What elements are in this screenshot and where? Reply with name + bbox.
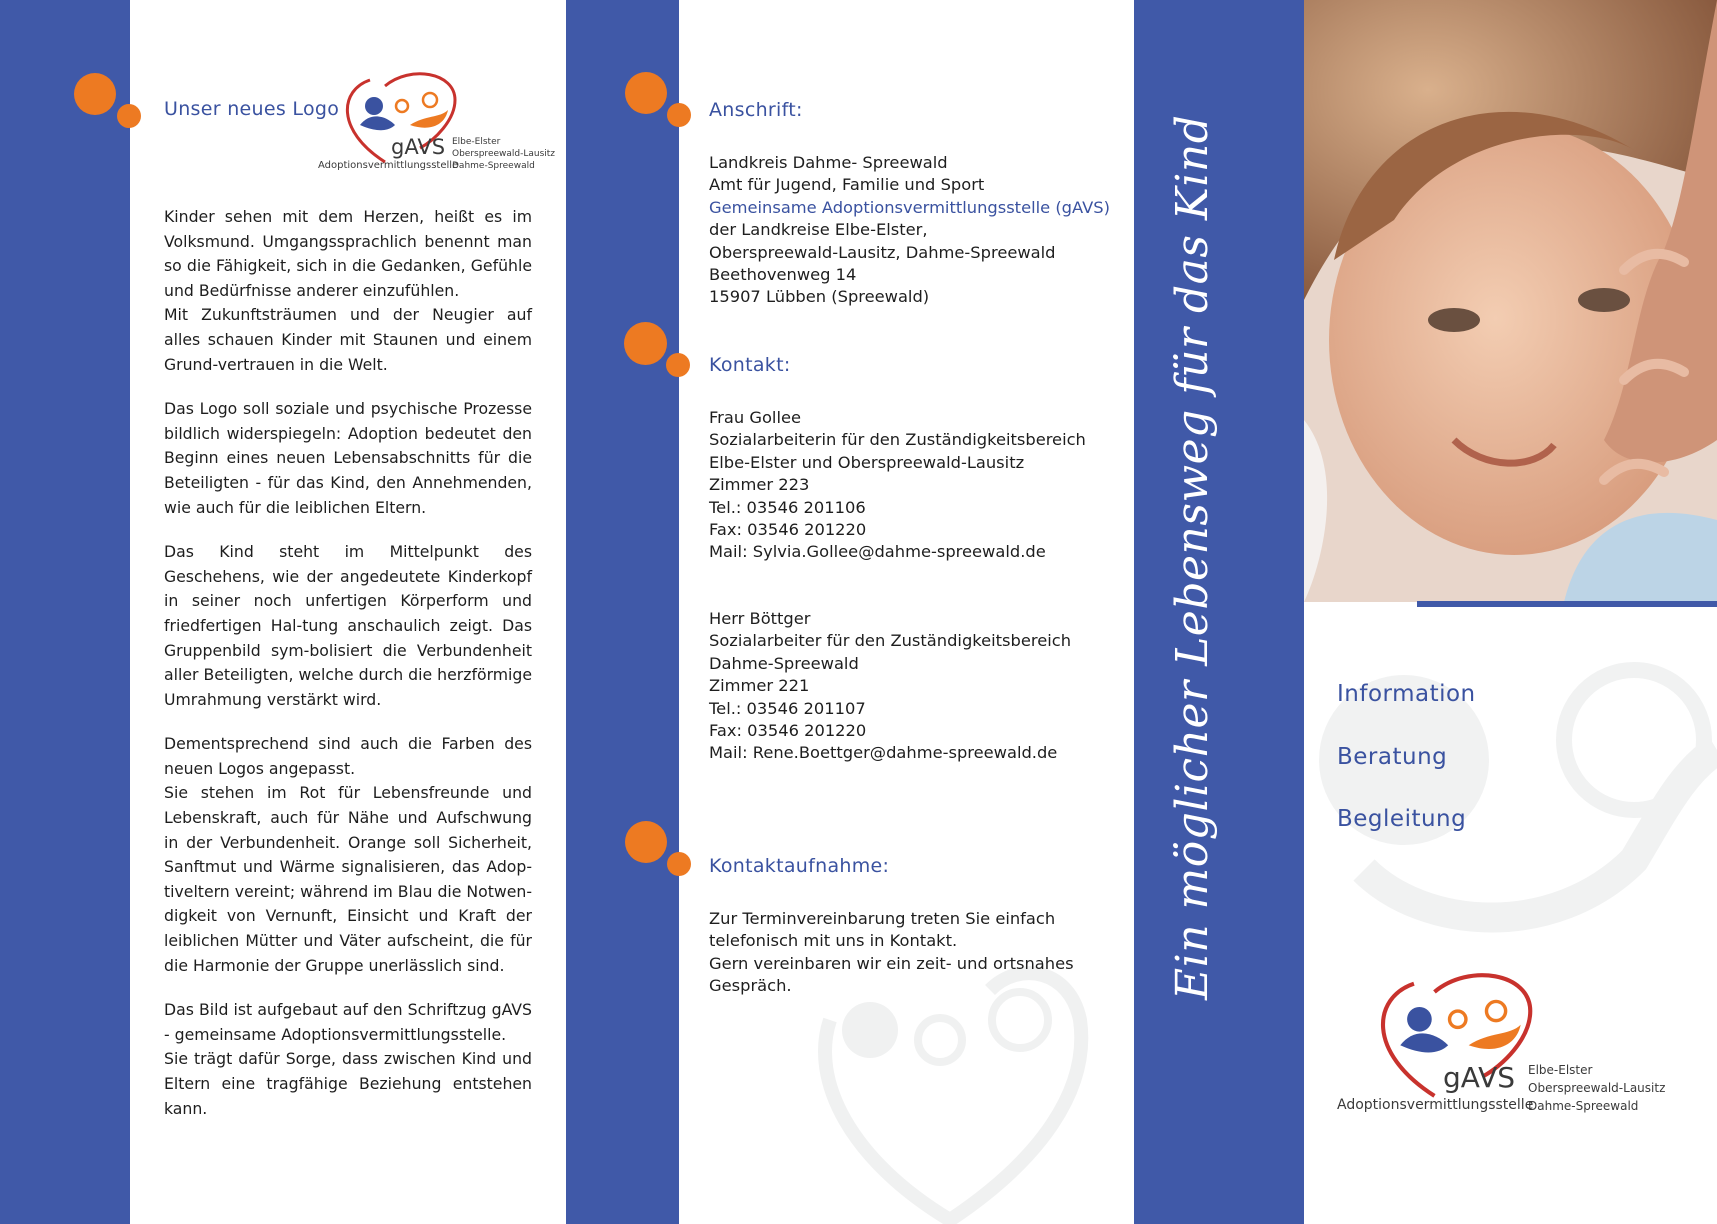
appointment-line: telefonisch mit uns in Kontakt.	[709, 931, 958, 951]
contact-name: Frau Gollee	[709, 408, 802, 427]
decor-dot-small	[117, 104, 141, 128]
address-heading: Anschrift:	[709, 99, 803, 121]
logo-region: Dahme-Spreewald	[452, 161, 535, 171]
address-line: 15907 Lübben (Spreewald)	[709, 287, 930, 307]
paragraph: Das Logo soll soziale und psychische Prozesse bildlich widerspiegeln: Adoption bedeutet den Beginn eines neuen Lebensabschnitts für die Beteiligten - für das Kind, den Annehmenden, wie auch für die leiblichen Eltern.	[164, 399, 532, 517]
logo-region: Oberspreewald-Lausitz	[1528, 1081, 1666, 1095]
logo-region: Elbe-Elster	[452, 137, 501, 147]
heart-watermark	[790, 960, 1120, 1224]
address-line: Beethovenweg 14	[709, 265, 857, 285]
contact-person-2	[709, 608, 1071, 765]
contact-tel: Tel.: 03546 201106	[709, 497, 866, 517]
logo-subtitle-small: Adoptionsvermittlungsstelle	[318, 160, 459, 171]
logo-region: Elbe-Elster	[1528, 1063, 1593, 1077]
contact-mail: Mail: Rene.Boettger@dahme-spreewald.de	[709, 743, 1058, 763]
contact-area: Dahme-Spreewald	[709, 653, 859, 673]
logo-region: Dahme-Spreewald	[1528, 1099, 1639, 1113]
contact-mail: Mail: Sylvia.Gollee@dahme-spreewald.de	[709, 542, 1046, 562]
paragraph: Dementsprechend sind auch die Farben des neuen Logos angepasst.	[164, 734, 532, 778]
address-line: Amt für Jugend, Familie und Sport	[709, 175, 985, 195]
contact-fax: Fax: 03546 201220	[709, 721, 867, 741]
decor-dot-large	[625, 821, 667, 863]
address-line: Landkreis Dahme- Spreewald	[709, 153, 948, 172]
contact-name: Herr Böttger	[709, 609, 811, 628]
decor-dot-small	[666, 353, 690, 377]
paragraph: Das Kind steht im Mittelpunkt des Geschehens, wie der angedeutete Kinderkopf in seiner noch unfertigen Körperform und friedfertigen Hal-tung anschaulich zeigt. Das Gruppenbild sym-bolisiert die Verbundenheit aller Beteiligten, welche durch die herzförmige Umrahmung verstärkt wird.	[164, 542, 532, 709]
appointment-text	[709, 908, 1074, 998]
contact-role: Sozialarbeiterin für den Zuständigkeitsbereich	[709, 430, 1086, 450]
contact-room: Zimmer 223	[709, 475, 810, 495]
contact-heading: Kontakt:	[709, 354, 791, 376]
menu-item-begleitung[interactable]: Begleitung	[1337, 806, 1467, 832]
contact-fax: Fax: 03546 201220	[709, 520, 867, 540]
paragraph: Kinder sehen mit dem Herzen, heißt es im Volksmund. Umgangssprachlich benennt man so die Fähigkeit, sich in die Gedanken, Gefühle und Bedürfnisse anderer einzufühlen.	[164, 207, 532, 300]
tagline-blue-band	[1134, 0, 1304, 1224]
paragraph: Das Bild ist aufgebaut auf den Schriftzug gAVS - gemeinsame Adoptionsvermittlungsstelle.	[164, 1000, 532, 1044]
address-line: der Landkreise Elbe-Elster,	[709, 220, 928, 240]
logo-description	[164, 205, 532, 1141]
logo-region: Oberspreewald-Lausitz	[452, 149, 556, 159]
left-blue-band	[0, 0, 130, 1224]
photo-underline	[1417, 601, 1717, 607]
appointment-line: Gespräch.	[709, 976, 792, 996]
decor-dot-small	[667, 103, 691, 127]
logo-subtitle-large: Adoptionsvermittlungsstelle	[1337, 1097, 1534, 1113]
decor-dot-large	[625, 72, 667, 114]
paragraph: Sie stehen im Rot für Lebensfreunde und Lebenskraft, auch für Nähe und Aufschwung in der Verbundenheit. Orange soll Sicherheit, Sanftmut und Wärme signalisieren, das Adop-tiveltern vereint; während im Blau die Notwen-digkeit von Vernunft, Einsicht und Kraft der leiblichen Mütter und Väter aufscheint, die für die Harmonie der Gruppe unerlässlich sind.	[164, 783, 532, 975]
menu-item-beratung[interactable]: Beratung	[1337, 744, 1448, 770]
address-block	[709, 152, 1110, 309]
contact-tel: Tel.: 03546 201107	[709, 698, 866, 718]
appointment-line: Zur Terminvereinbarung treten Sie einfach	[709, 909, 1056, 928]
appointment-line: Gern vereinbaren wir ein zeit- und ortsnahes	[709, 953, 1074, 973]
decor-dot-small	[667, 852, 691, 876]
contact-area: Elbe-Elster und Oberspreewald-Lausitz	[709, 452, 1025, 472]
logo-section-title: Unser neues Logo	[164, 98, 340, 120]
appointment-heading: Kontaktaufnahme:	[709, 855, 890, 877]
logo-regions-large	[1528, 1061, 1665, 1115]
decor-dot-large	[74, 73, 116, 115]
child-photo	[1304, 0, 1717, 602]
logo-brand-small: gAVS	[391, 135, 446, 159]
decor-dot-large	[624, 322, 667, 365]
address-line: Oberspreewald-Lausitz, Dahme-Spreewald	[709, 242, 1056, 262]
menu-item-information[interactable]: Information	[1337, 681, 1476, 707]
cover-tagline: Ein möglicher Lebensweg für das Kind	[1167, 114, 1218, 1000]
paragraph: Sie trägt dafür Sorge, dass zwischen Kind und Eltern eine tragfähige Beziehung entstehen kann.	[164, 1049, 532, 1118]
logo-regions-small	[452, 136, 555, 172]
contact-room: Zimmer 221	[709, 676, 810, 696]
contact-role: Sozialarbeiter für den Zuständigkeitsbereich	[709, 631, 1072, 651]
paragraph: Mit Zukunftsträumen und der Neugier auf alles schauen Kinder mit Staunen und einem Grund-vertrauen in die Welt.	[164, 305, 532, 374]
address-line: Gemeinsame Adoptionsvermittlungsstelle (gAVS)	[709, 197, 1110, 217]
contact-person-1	[709, 407, 1086, 564]
middle-blue-band	[566, 0, 679, 1224]
logo-brand-large: gAVS	[1443, 1061, 1516, 1094]
